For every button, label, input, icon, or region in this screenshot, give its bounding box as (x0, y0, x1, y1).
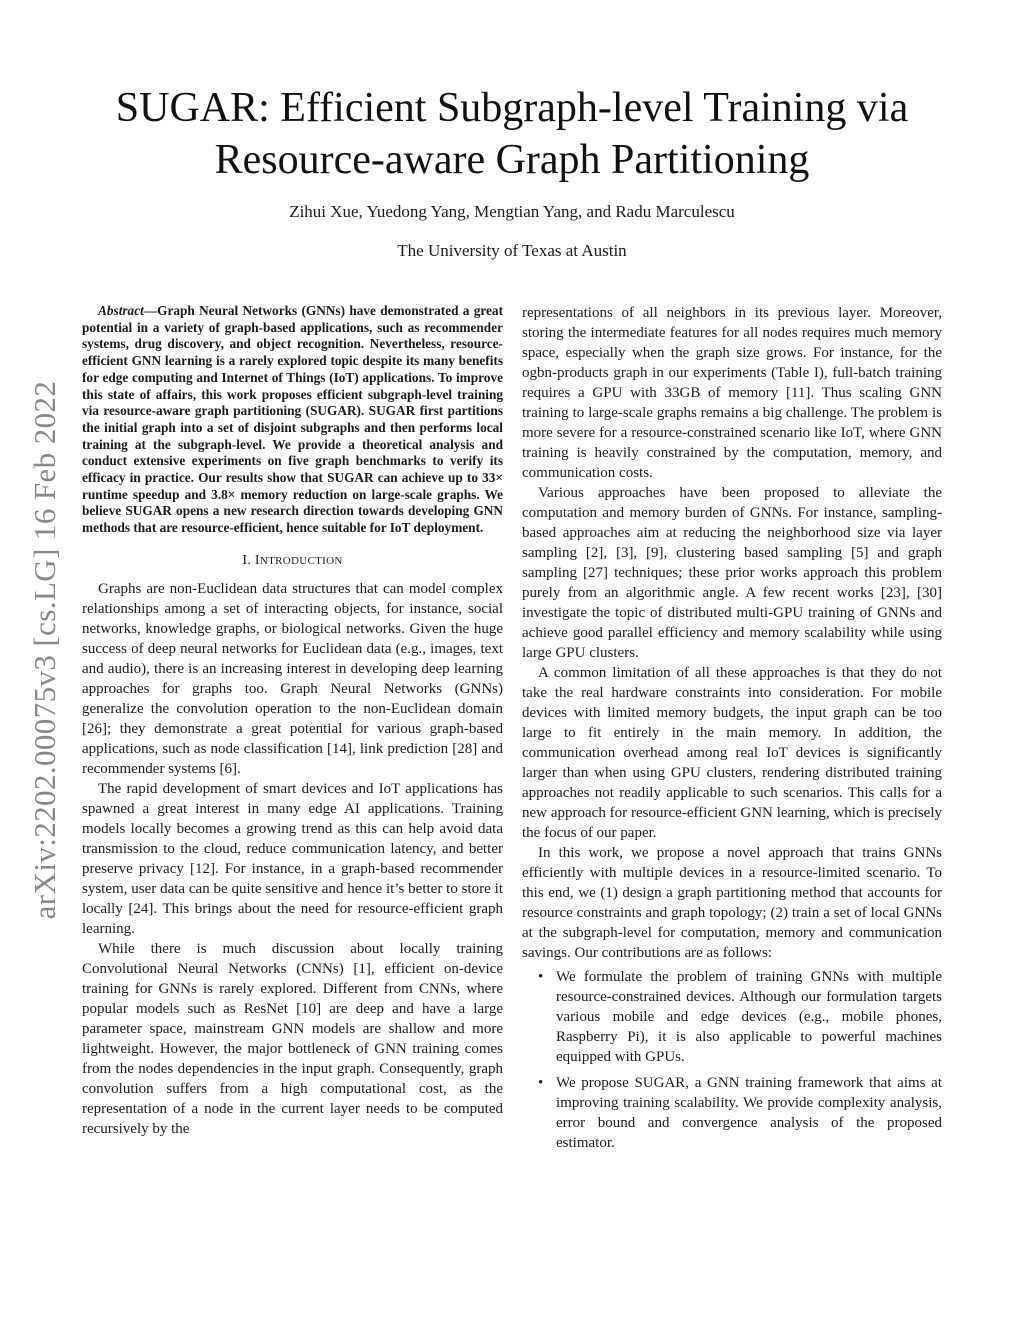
contribution-text: We formulate the problem of training GNNs with multiple resource-constrained devices. Although our formulation targets various mobile and edge devices (e.g., mobile phones, Raspberry Pi), it is also applicable to powerful machines equipped with GPUs. (556, 969, 942, 1065)
intro-paragraph-5: A common limitation of all these approaches is that they do not take the real hardware constraints into consideration. For mobile devices with limited memory budgets, the input graph can be too large to fit entirely in the main memory. In addition, the communication overhead among real IoT devices is significantly larger than when using GPU clusters, rendering distributed training approaches not readily applicable to such scenarios. This calls for a new approach for resource-efficient GNN learning, which is precisely the focus of our paper. (522, 665, 942, 841)
intro-paragraph-2: The rapid development of smart devices and IoT applications has spawned a great interest in many edge AI applications. Training models locally becomes a growing trend as this can help avoid data transmission to the cloud, reduce communication latency, and better preserve privacy [12]. For instance, in a graph-based recommender system, user data can be quite sensitive and hence it’s better to store it locally [24]. This brings about the need for resource-efficient graph learning. (82, 780, 503, 937)
contribution-item (522, 967, 942, 1067)
affiliation: The University of Texas at Austin (397, 241, 627, 260)
contribution-text: We propose SUGAR, a GNN training framework that aims at improving training scalability. We provide complexity analysis, error bound and convergence analysis of the proposed estimator. (556, 1075, 942, 1151)
contribution-list (522, 967, 942, 1153)
contribution-item (522, 1073, 942, 1153)
abstract-body: —Graph Neural Networks (GNNs) have demonstrated a great potential in a variety of graph-based applications, such as recommender systems, drug discovery, and object recognition. Nevertheless, resource-efficient GNN learning is a rarely explored topic despite its many benefits for edge computing and Internet of Things (IoT) applications. To improve this state of affairs, this work proposes efficient subgraph-level training via resource-aware graph partitioning (SUGAR). SUGAR first partitions the initial graph into a set of disjoint subgraphs and then performs local training at the subgraph-level. We provide a theoretical analysis and conduct extensive experiments on five graph benchmarks to verify its efficacy in practice. Our results show that SUGAR can achieve up to 33× runtime speedup and 3.8× memory reduction on large-scale graphs. We believe SUGAR opens a new research direction towards developing GNN methods that are resource-efficient, hence suitable for IoT deployment. (82, 303, 503, 536)
title-line-1: SUGAR: Efficient Subgraph-level Training via (115, 85, 909, 131)
intro-paragraph-3: While there is much discussion about locally training Convolutional Neural Networks (CNNs) [1], efficient on-device training for GNNs is rarely explored. Different from CNNs, where popular models such as ResNet [10] are deep and have a large parameter space, mainstream GNN models are shallow and more lightweight. However, the major bottleneck of GNN training comes from the nodes dependencies in the input graph. Consequently, graph convolution suffers from a high computational cost, as the representation of a node in the current layer needs to be computed recursively by the (82, 940, 503, 1137)
author-list: Zihui Xue, Yuedong Yang, Mengtian Yang, and Radu Marculescu (289, 202, 735, 221)
section-heading-introduction (82, 551, 503, 571)
section-name: NTRODUCTION (259, 554, 343, 567)
intro-paragraph-3-continued: representations of all neighbors in its previous layer. Moreover, storing the intermediate features for all nodes requires much memory space, especially when the graph size grows. For instance, for the ogbn-products graph in our experiments (Table I), full-batch training requires a GPU with 33GB of memory [11]. Thus scaling GNN training to large-scale graphs remains a big challenge. The problem is more severe for a resource-constrained scenario like IoT, where GNN training is heavily constrained by the computation, memory, and communication costs. (522, 305, 942, 481)
section-numeral: I. I (242, 552, 260, 568)
bullet-icon: • (538, 969, 544, 985)
intro-paragraph-1: Graphs are non-Euclidean data structures that can model complex relationships among a set of interacting objects, for instance, social networks, knowledge graphs, or biological networks. Given the huge success of deep neural networks for Euclidean data (e.g., images, text and audio), there is an increasing interest in developing deep learning approaches for graphs too. Graph Neural Networks (GNNs) generalize the convolution operation to the non-Euclidean domain [26]; they demonstrate a great potential for various graph-based applications, such as node classification [14], link prediction [28] and recommender systems [6]. (82, 580, 503, 777)
abstract-label: Abstract (98, 303, 144, 318)
arxiv-sidebar (28, 350, 62, 950)
abstract (82, 303, 503, 537)
right-column (522, 303, 942, 1159)
intro-paragraph-4: Various approaches have been proposed to alleviate the computation and memory burden of GNNs. For instance, sampling-based approaches aim at reducing the neighborhood size via layer sampling [2], [3], [9], clustering based sampling [5] and graph sampling [27] techniques; these prior works approach this problem purely from an algorithmic angle. A few recent works [23], [30] investigate the topic of distributed multi-GPU training of GNNs and achieve good parallel efficiency and memory scalability while using large GPU clusters. (522, 485, 942, 661)
left-column (82, 303, 503, 1139)
paper-title (80, 82, 944, 186)
bullet-icon: • (538, 1075, 544, 1091)
arxiv-identifier: arXiv:2202.00075v3 [cs.LG] 16 Feb 2022 (27, 380, 62, 920)
title-line-2: Resource-aware Graph Partitioning (214, 137, 810, 183)
intro-paragraph-6: In this work, we propose a novel approach that trains GNNs efficiently with multiple devices in a resource-limited scenario. To this end, we (1) design a graph partitioning method that accounts for resource constraints and graph topology; (2) train a set of local GNNs at the subgraph-level for computation, memory and communication savings. Our contributions are as follows: (522, 845, 942, 961)
